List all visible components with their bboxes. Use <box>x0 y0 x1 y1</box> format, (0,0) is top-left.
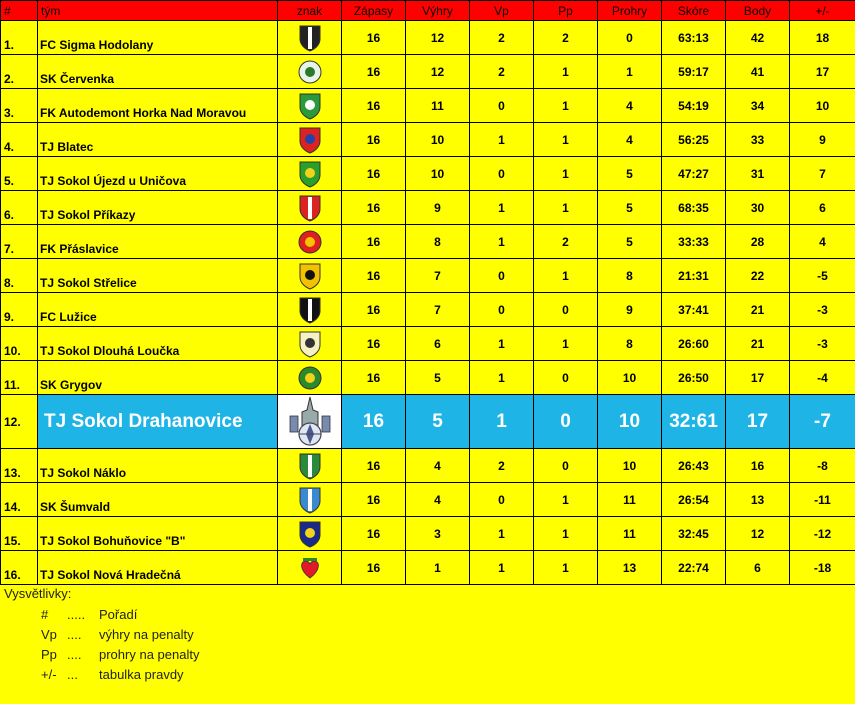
table-row <box>1 55 855 89</box>
score-cell: 33:33 <box>662 225 726 259</box>
penalty-losses-cell: 1 <box>534 123 598 157</box>
penalty-losses-cell: 1 <box>534 483 598 517</box>
legend-item <box>41 645 199 665</box>
rank-cell: 5. <box>1 157 38 191</box>
score-cell: 26:54 <box>662 483 726 517</box>
score-cell: 37:41 <box>662 293 726 327</box>
horka-crest <box>297 92 323 120</box>
team-name-cell: TJ Blatec <box>38 123 278 157</box>
crest-cell <box>278 483 342 517</box>
crest-cell <box>278 327 342 361</box>
score-cell: 26:50 <box>662 361 726 395</box>
legend-dots: ..... <box>67 607 86 622</box>
rank-cell: 7. <box>1 225 38 259</box>
team-name-cell: TJ Sokol Příkazy <box>38 191 278 225</box>
difference-cell: 17 <box>790 55 855 89</box>
table-row-highlighted <box>1 395 855 449</box>
losses-cell: 10 <box>598 395 662 449</box>
column-header-team: tým <box>38 1 278 21</box>
score-cell: 59:17 <box>662 55 726 89</box>
column-header-difference: +/- <box>790 1 855 21</box>
wins-cell: 10 <box>406 157 470 191</box>
legend-symbol: Pp <box>41 647 57 662</box>
penalty-losses-cell: 1 <box>534 55 598 89</box>
matches-cell: 16 <box>342 293 406 327</box>
cervenka-crest <box>297 58 323 86</box>
matches-cell: 16 <box>342 89 406 123</box>
team-name-cell: FC Sigma Hodolany <box>38 21 278 55</box>
standings-body <box>1 21 855 585</box>
penalty-losses-cell: 1 <box>534 517 598 551</box>
difference-cell: 7 <box>790 157 855 191</box>
team-name-cell: FC Lužice <box>38 293 278 327</box>
legend-title: Vysvětlivky: <box>4 586 72 601</box>
losses-cell: 5 <box>598 225 662 259</box>
matches-cell: 16 <box>342 21 406 55</box>
losses-cell: 10 <box>598 361 662 395</box>
points-cell: 30 <box>726 191 790 225</box>
penalty-losses-cell: 0 <box>534 449 598 483</box>
losses-cell: 1 <box>598 55 662 89</box>
crest-cell <box>278 293 342 327</box>
table-row <box>1 483 855 517</box>
dlouha-loucka-crest <box>297 330 323 358</box>
legend <box>4 586 199 685</box>
crest-cell <box>278 225 342 259</box>
rank-cell: 8. <box>1 259 38 293</box>
matches-cell: 16 <box>342 225 406 259</box>
crest-cell <box>278 89 342 123</box>
legend-item <box>41 625 199 645</box>
penalty-wins-cell: 0 <box>470 89 534 123</box>
table-row <box>1 191 855 225</box>
penalty-wins-cell: 1 <box>470 395 534 449</box>
difference-cell: 10 <box>790 89 855 123</box>
wins-cell: 11 <box>406 89 470 123</box>
score-cell: 22:74 <box>662 551 726 585</box>
wins-cell: 9 <box>406 191 470 225</box>
table-row <box>1 517 855 551</box>
team-name-cell: TJ Sokol Drahanovice <box>38 395 278 449</box>
team-name-cell: TJ Sokol Dlouhá Loučka <box>38 327 278 361</box>
penalty-wins-cell: 0 <box>470 259 534 293</box>
crest-cell <box>278 21 342 55</box>
penalty-losses-cell: 1 <box>534 191 598 225</box>
table-row <box>1 89 855 123</box>
grygov-crest <box>297 364 323 392</box>
score-cell: 26:60 <box>662 327 726 361</box>
matches-cell: 16 <box>342 361 406 395</box>
legend-text: tabulka pravdy <box>99 667 184 682</box>
score-cell: 32:61 <box>662 395 726 449</box>
wins-cell: 5 <box>406 361 470 395</box>
strelice-crest <box>297 262 323 290</box>
crest-cell <box>278 157 342 191</box>
naklo-crest <box>297 452 323 480</box>
points-cell: 41 <box>726 55 790 89</box>
score-cell: 56:25 <box>662 123 726 157</box>
matches-cell: 16 <box>342 123 406 157</box>
losses-cell: 4 <box>598 123 662 157</box>
team-name-cell: TJ Sokol Střelice <box>38 259 278 293</box>
team-name-cell: FK Přáslavice <box>38 225 278 259</box>
crest-cell <box>278 551 342 585</box>
luzice-crest <box>297 296 323 324</box>
team-name-cell: TJ Sokol Bohuňovice "B" <box>38 517 278 551</box>
bohunovice-crest <box>297 520 323 548</box>
losses-cell: 8 <box>598 259 662 293</box>
rank-cell: 16. <box>1 551 38 585</box>
rank-cell: 6. <box>1 191 38 225</box>
wins-cell: 6 <box>406 327 470 361</box>
matches-cell: 16 <box>342 259 406 293</box>
penalty-wins-cell: 2 <box>470 449 534 483</box>
crest-cell <box>278 123 342 157</box>
penalty-losses-cell: 1 <box>534 157 598 191</box>
ujezd-crest <box>297 160 323 188</box>
column-header-wins: Výhry <box>406 1 470 21</box>
sumvald-crest <box>297 486 323 514</box>
legend-text: výhry na penalty <box>99 627 194 642</box>
penalty-wins-cell: 1 <box>470 517 534 551</box>
column-header-losses: Prohry <box>598 1 662 21</box>
nova-hradecna-crest <box>297 554 323 582</box>
legend-item <box>41 605 199 625</box>
difference-cell: 9 <box>790 123 855 157</box>
score-cell: 68:35 <box>662 191 726 225</box>
penalty-wins-cell: 2 <box>470 55 534 89</box>
crest-cell <box>278 395 342 449</box>
crest-cell <box>278 449 342 483</box>
points-cell: 6 <box>726 551 790 585</box>
penalty-losses-cell: 0 <box>534 361 598 395</box>
penalty-wins-cell: 1 <box>470 361 534 395</box>
blatec-crest <box>297 126 323 154</box>
table-row <box>1 327 855 361</box>
penalty-wins-cell: 1 <box>470 327 534 361</box>
table-row <box>1 449 855 483</box>
rank-cell: 12. <box>1 395 38 449</box>
matches-cell: 16 <box>342 483 406 517</box>
penalty-wins-cell: 0 <box>470 157 534 191</box>
team-name-cell: SK Grygov <box>38 361 278 395</box>
legend-dots: ... <box>67 667 78 682</box>
wins-cell: 12 <box>406 55 470 89</box>
score-cell: 63:13 <box>662 21 726 55</box>
losses-cell: 0 <box>598 21 662 55</box>
points-cell: 22 <box>726 259 790 293</box>
sigma-hodolany-crest <box>297 24 323 52</box>
matches-cell: 16 <box>342 157 406 191</box>
legend-symbol: +/- <box>41 667 57 682</box>
penalty-wins-cell: 1 <box>470 123 534 157</box>
wins-cell: 1 <box>406 551 470 585</box>
table-header-row <box>1 1 855 21</box>
matches-cell: 16 <box>342 395 406 449</box>
penalty-losses-cell: 0 <box>534 395 598 449</box>
matches-cell: 16 <box>342 551 406 585</box>
losses-cell: 5 <box>598 191 662 225</box>
rank-cell: 2. <box>1 55 38 89</box>
difference-cell: -18 <box>790 551 855 585</box>
losses-cell: 11 <box>598 483 662 517</box>
penalty-wins-cell: 1 <box>470 225 534 259</box>
losses-cell: 10 <box>598 449 662 483</box>
score-cell: 26:43 <box>662 449 726 483</box>
wins-cell: 7 <box>406 259 470 293</box>
penalty-wins-cell: 0 <box>470 293 534 327</box>
rank-cell: 1. <box>1 21 38 55</box>
wins-cell: 12 <box>406 21 470 55</box>
rank-cell: 10. <box>1 327 38 361</box>
difference-cell: -12 <box>790 517 855 551</box>
points-cell: 17 <box>726 361 790 395</box>
wins-cell: 10 <box>406 123 470 157</box>
table-row <box>1 225 855 259</box>
table-row <box>1 551 855 585</box>
column-header-matches: Zápasy <box>342 1 406 21</box>
team-name-cell: TJ Sokol Náklo <box>38 449 278 483</box>
matches-cell: 16 <box>342 517 406 551</box>
points-cell: 33 <box>726 123 790 157</box>
difference-cell: -5 <box>790 259 855 293</box>
column-header-points: Body <box>726 1 790 21</box>
team-name-cell: TJ Sokol Újezd u Uničova <box>38 157 278 191</box>
wins-cell: 3 <box>406 517 470 551</box>
rank-cell: 14. <box>1 483 38 517</box>
wins-cell: 5 <box>406 395 470 449</box>
crest-cell <box>278 517 342 551</box>
matches-cell: 16 <box>342 327 406 361</box>
difference-cell: -4 <box>790 361 855 395</box>
rank-cell: 3. <box>1 89 38 123</box>
matches-cell: 16 <box>342 191 406 225</box>
crest-cell <box>278 55 342 89</box>
legend-dots: .... <box>67 627 82 642</box>
points-cell: 12 <box>726 517 790 551</box>
column-header-penalty-wins: Vp <box>470 1 534 21</box>
legend-text: prohry na penalty <box>99 647 200 662</box>
points-cell: 13 <box>726 483 790 517</box>
table-row <box>1 293 855 327</box>
penalty-wins-cell: 0 <box>470 483 534 517</box>
losses-cell: 9 <box>598 293 662 327</box>
wins-cell: 8 <box>406 225 470 259</box>
wins-cell: 7 <box>406 293 470 327</box>
penalty-losses-cell: 2 <box>534 21 598 55</box>
rank-cell: 11. <box>1 361 38 395</box>
table-row <box>1 123 855 157</box>
penalty-losses-cell: 1 <box>534 327 598 361</box>
points-cell: 42 <box>726 21 790 55</box>
rank-cell: 13. <box>1 449 38 483</box>
crest-cell <box>278 361 342 395</box>
points-cell: 17 <box>726 395 790 449</box>
column-header-rank: # <box>1 1 38 21</box>
difference-cell: 4 <box>790 225 855 259</box>
points-cell: 31 <box>726 157 790 191</box>
table-row <box>1 361 855 395</box>
matches-cell: 16 <box>342 55 406 89</box>
crest-cell <box>278 191 342 225</box>
prikazy-crest <box>297 194 323 222</box>
difference-cell: -8 <box>790 449 855 483</box>
table-row <box>1 157 855 191</box>
penalty-wins-cell: 2 <box>470 21 534 55</box>
points-cell: 16 <box>726 449 790 483</box>
losses-cell: 11 <box>598 517 662 551</box>
legend-dots: .... <box>67 647 82 662</box>
points-cell: 21 <box>726 293 790 327</box>
table-row <box>1 259 855 293</box>
penalty-losses-cell: 1 <box>534 259 598 293</box>
penalty-wins-cell: 1 <box>470 551 534 585</box>
legend-item <box>41 665 199 685</box>
matches-cell: 16 <box>342 449 406 483</box>
points-cell: 34 <box>726 89 790 123</box>
team-name-cell: FK Autodemont Horka Nad Moravou <box>38 89 278 123</box>
difference-cell: -3 <box>790 293 855 327</box>
difference-cell: 18 <box>790 21 855 55</box>
wins-cell: 4 <box>406 449 470 483</box>
losses-cell: 8 <box>598 327 662 361</box>
drahanovice-crest <box>280 396 340 448</box>
column-header-score: Skóre <box>662 1 726 21</box>
score-cell: 32:45 <box>662 517 726 551</box>
penalty-losses-cell: 0 <box>534 293 598 327</box>
difference-cell: -7 <box>790 395 855 449</box>
column-header-crest: znak <box>278 1 342 21</box>
difference-cell: -11 <box>790 483 855 517</box>
team-name-cell: SK Červenka <box>38 55 278 89</box>
praslavice-crest <box>297 228 323 256</box>
table-row <box>1 21 855 55</box>
losses-cell: 5 <box>598 157 662 191</box>
team-name-cell: SK Šumvald <box>38 483 278 517</box>
penalty-losses-cell: 1 <box>534 551 598 585</box>
wins-cell: 4 <box>406 483 470 517</box>
difference-cell: 6 <box>790 191 855 225</box>
crest-cell <box>278 259 342 293</box>
difference-cell: -3 <box>790 327 855 361</box>
points-cell: 28 <box>726 225 790 259</box>
losses-cell: 13 <box>598 551 662 585</box>
column-header-penalty-losses: Pp <box>534 1 598 21</box>
losses-cell: 4 <box>598 89 662 123</box>
rank-cell: 9. <box>1 293 38 327</box>
legend-symbol: Vp <box>41 627 57 642</box>
score-cell: 54:19 <box>662 89 726 123</box>
team-name-cell: TJ Sokol Nová Hradečná <box>38 551 278 585</box>
penalty-wins-cell: 1 <box>470 191 534 225</box>
penalty-losses-cell: 2 <box>534 225 598 259</box>
points-cell: 21 <box>726 327 790 361</box>
rank-cell: 4. <box>1 123 38 157</box>
penalty-losses-cell: 1 <box>534 89 598 123</box>
legend-symbol: # <box>41 607 49 622</box>
rank-cell: 15. <box>1 517 38 551</box>
score-cell: 21:31 <box>662 259 726 293</box>
legend-text: Pořadí <box>99 607 138 622</box>
score-cell: 47:27 <box>662 157 726 191</box>
